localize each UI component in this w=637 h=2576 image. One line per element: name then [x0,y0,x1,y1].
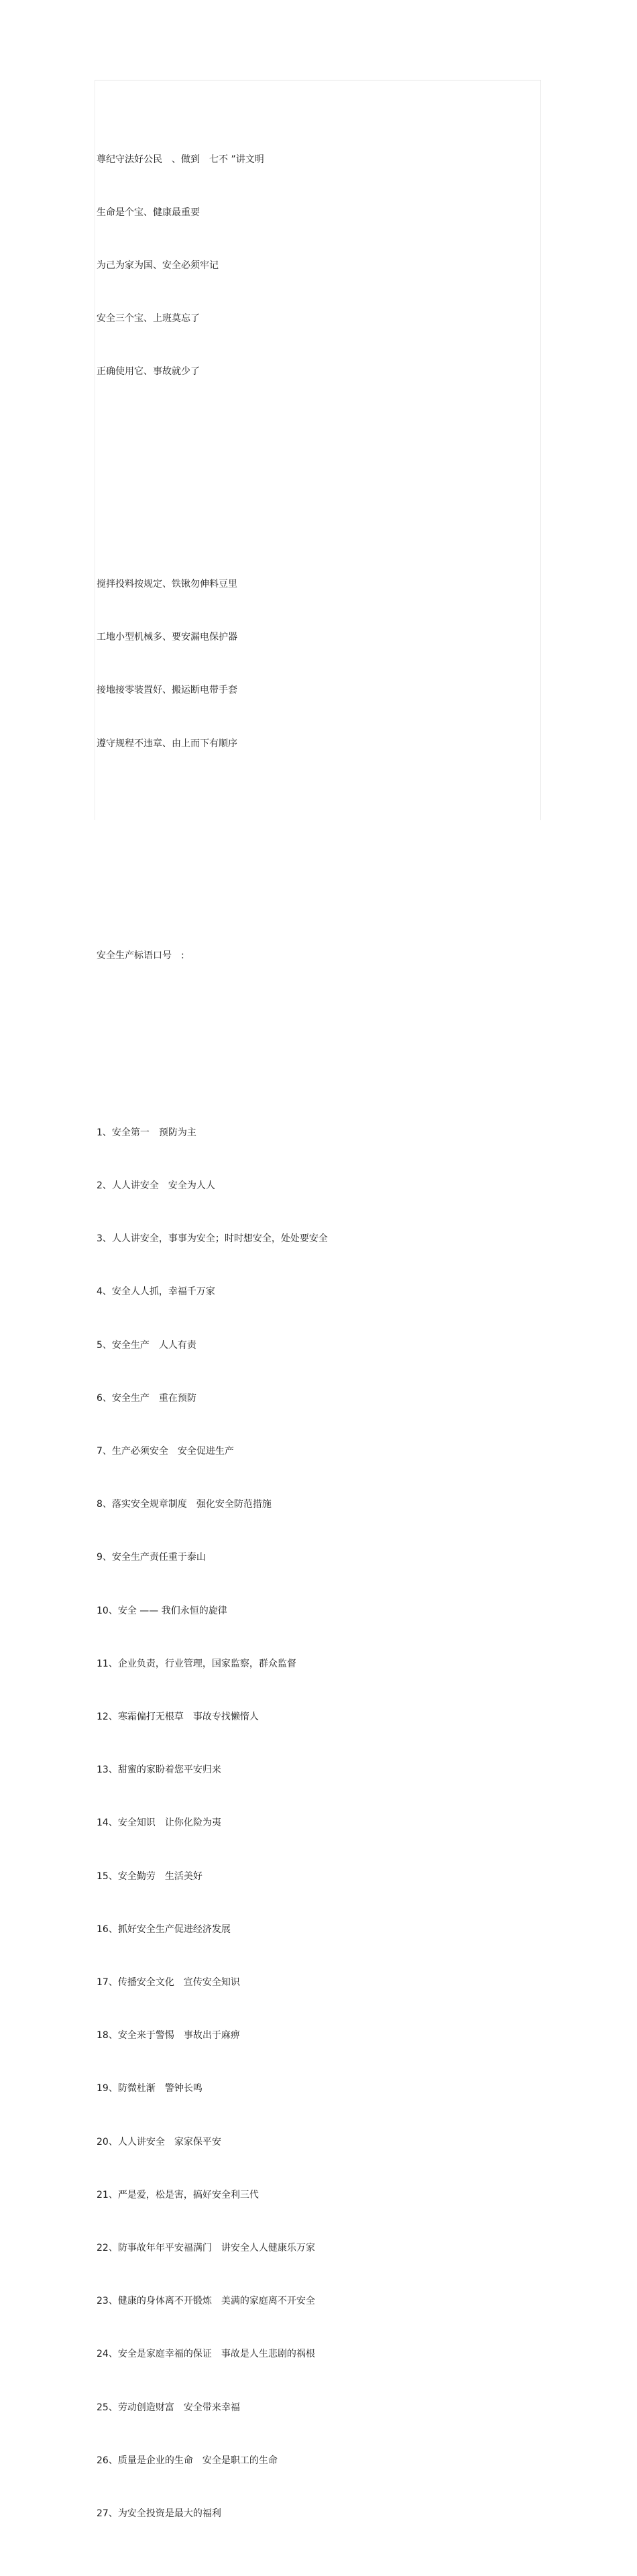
slogan-item: 22、防事故年年平安福满门 讲安全人人健康乐万家 [97,2243,315,2254]
slogan-item: 3、人人讲安全，事事为安全；时时想安全，处处要安全 [97,1233,328,1245]
slogan-item: 8、落实安全规章制度 强化安全防范措施 [97,1499,272,1510]
slogan-item: 20、人人讲安全 家家保平安 [97,2136,221,2147]
intro-section [97,115,539,416]
slogan-item: 23、健康的身体离不开锻炼 美满的家庭离不开安全 [97,2296,315,2307]
paragraph-gap [97,841,539,894]
paragraph-gap [97,1018,539,1035]
machine-section [97,540,539,788]
slogan-item: 15、安全勤劳 生活美好 [97,1870,202,1882]
slogan-item: 26、质量是企业的生命 安全是职工的生命 [97,2455,278,2466]
slogan-item: 2、人人讲安全 安全为人人 [97,1180,215,1191]
section-heading: 安全生产标语口号 : [97,950,184,962]
text-line: 搅拌投料按规定、铁锹勿伸料豆里 [97,578,237,590]
slogan-item: 5、安全生产 人人有责 [97,1339,196,1351]
text-line: 尊纪守法好公民 、做到 七不 ”讲文明 [97,154,264,165]
text-line: 生命是个宝、健康最重要 [97,207,200,218]
text-line: 遵守规程不违章、由上而下有顺序 [97,738,237,749]
slogan-item: 4、安全人人抓，幸福千万家 [97,1286,215,1298]
text-line: 接地接零装置好、搬运断电带手套 [97,685,237,696]
slogan-item: 6、安全生产 重在预防 [97,1392,196,1404]
slogan-item: 1、安全第一 预防为主 [97,1127,196,1138]
slogan-item: 13、甜蜜的家盼着您平安归来 [97,1765,221,1776]
slogan-item: 24、安全是家庭幸福的保证 事故是人生悲剧的祸根 [97,2349,315,2360]
text-line: 安全三个宝、上班莫忘了 [97,313,200,325]
slogan-item: 19、防微杜渐 警钟长鸣 [97,2083,202,2094]
document-body [97,80,539,2576]
slogan-item: 7、生产必须安全 安全促进生产 [97,1446,234,1457]
slogan-list [97,1088,539,2558]
text-line: 为己为家为国、安全必须牢记 [97,260,219,272]
slogan-item: 21、严是爱，松是害，搞好安全利三代 [97,2189,259,2200]
paragraph-gap [97,469,539,487]
slogan-item: 11、企业负责，行业管理，国家监察，群众监督 [97,1658,296,1669]
text-line: 工地小型机械多、要安漏电保护器 [97,632,237,643]
slogan-item: 18、安全来于警惕 事故出于麻痹 [97,2030,240,2041]
slogan-item: 10、安全 —— 我们永恒的旋律 [97,1605,227,1616]
slogan-item: 12、寒霜偏打无根草 事故专找懒惰人 [97,1712,259,1723]
slogan-item: 9、安全生产责任重于泰山 [97,1552,206,1563]
slogan-item: 27、为安全投资是最大的福利 [97,2508,221,2520]
slogan-item: 16、抓好安全生产促进经济发展 [97,1923,231,1935]
slogan-item: 14、安全知识 让你化险为夷 [97,1817,221,1829]
slogan-item: 25、劳动创造财富 安全带来幸福 [97,2402,240,2413]
slogan-item: 17、传播安全文化 宣传安全知识 [97,1977,240,1989]
text-line: 正确使用它、事故就少了 [97,366,200,378]
